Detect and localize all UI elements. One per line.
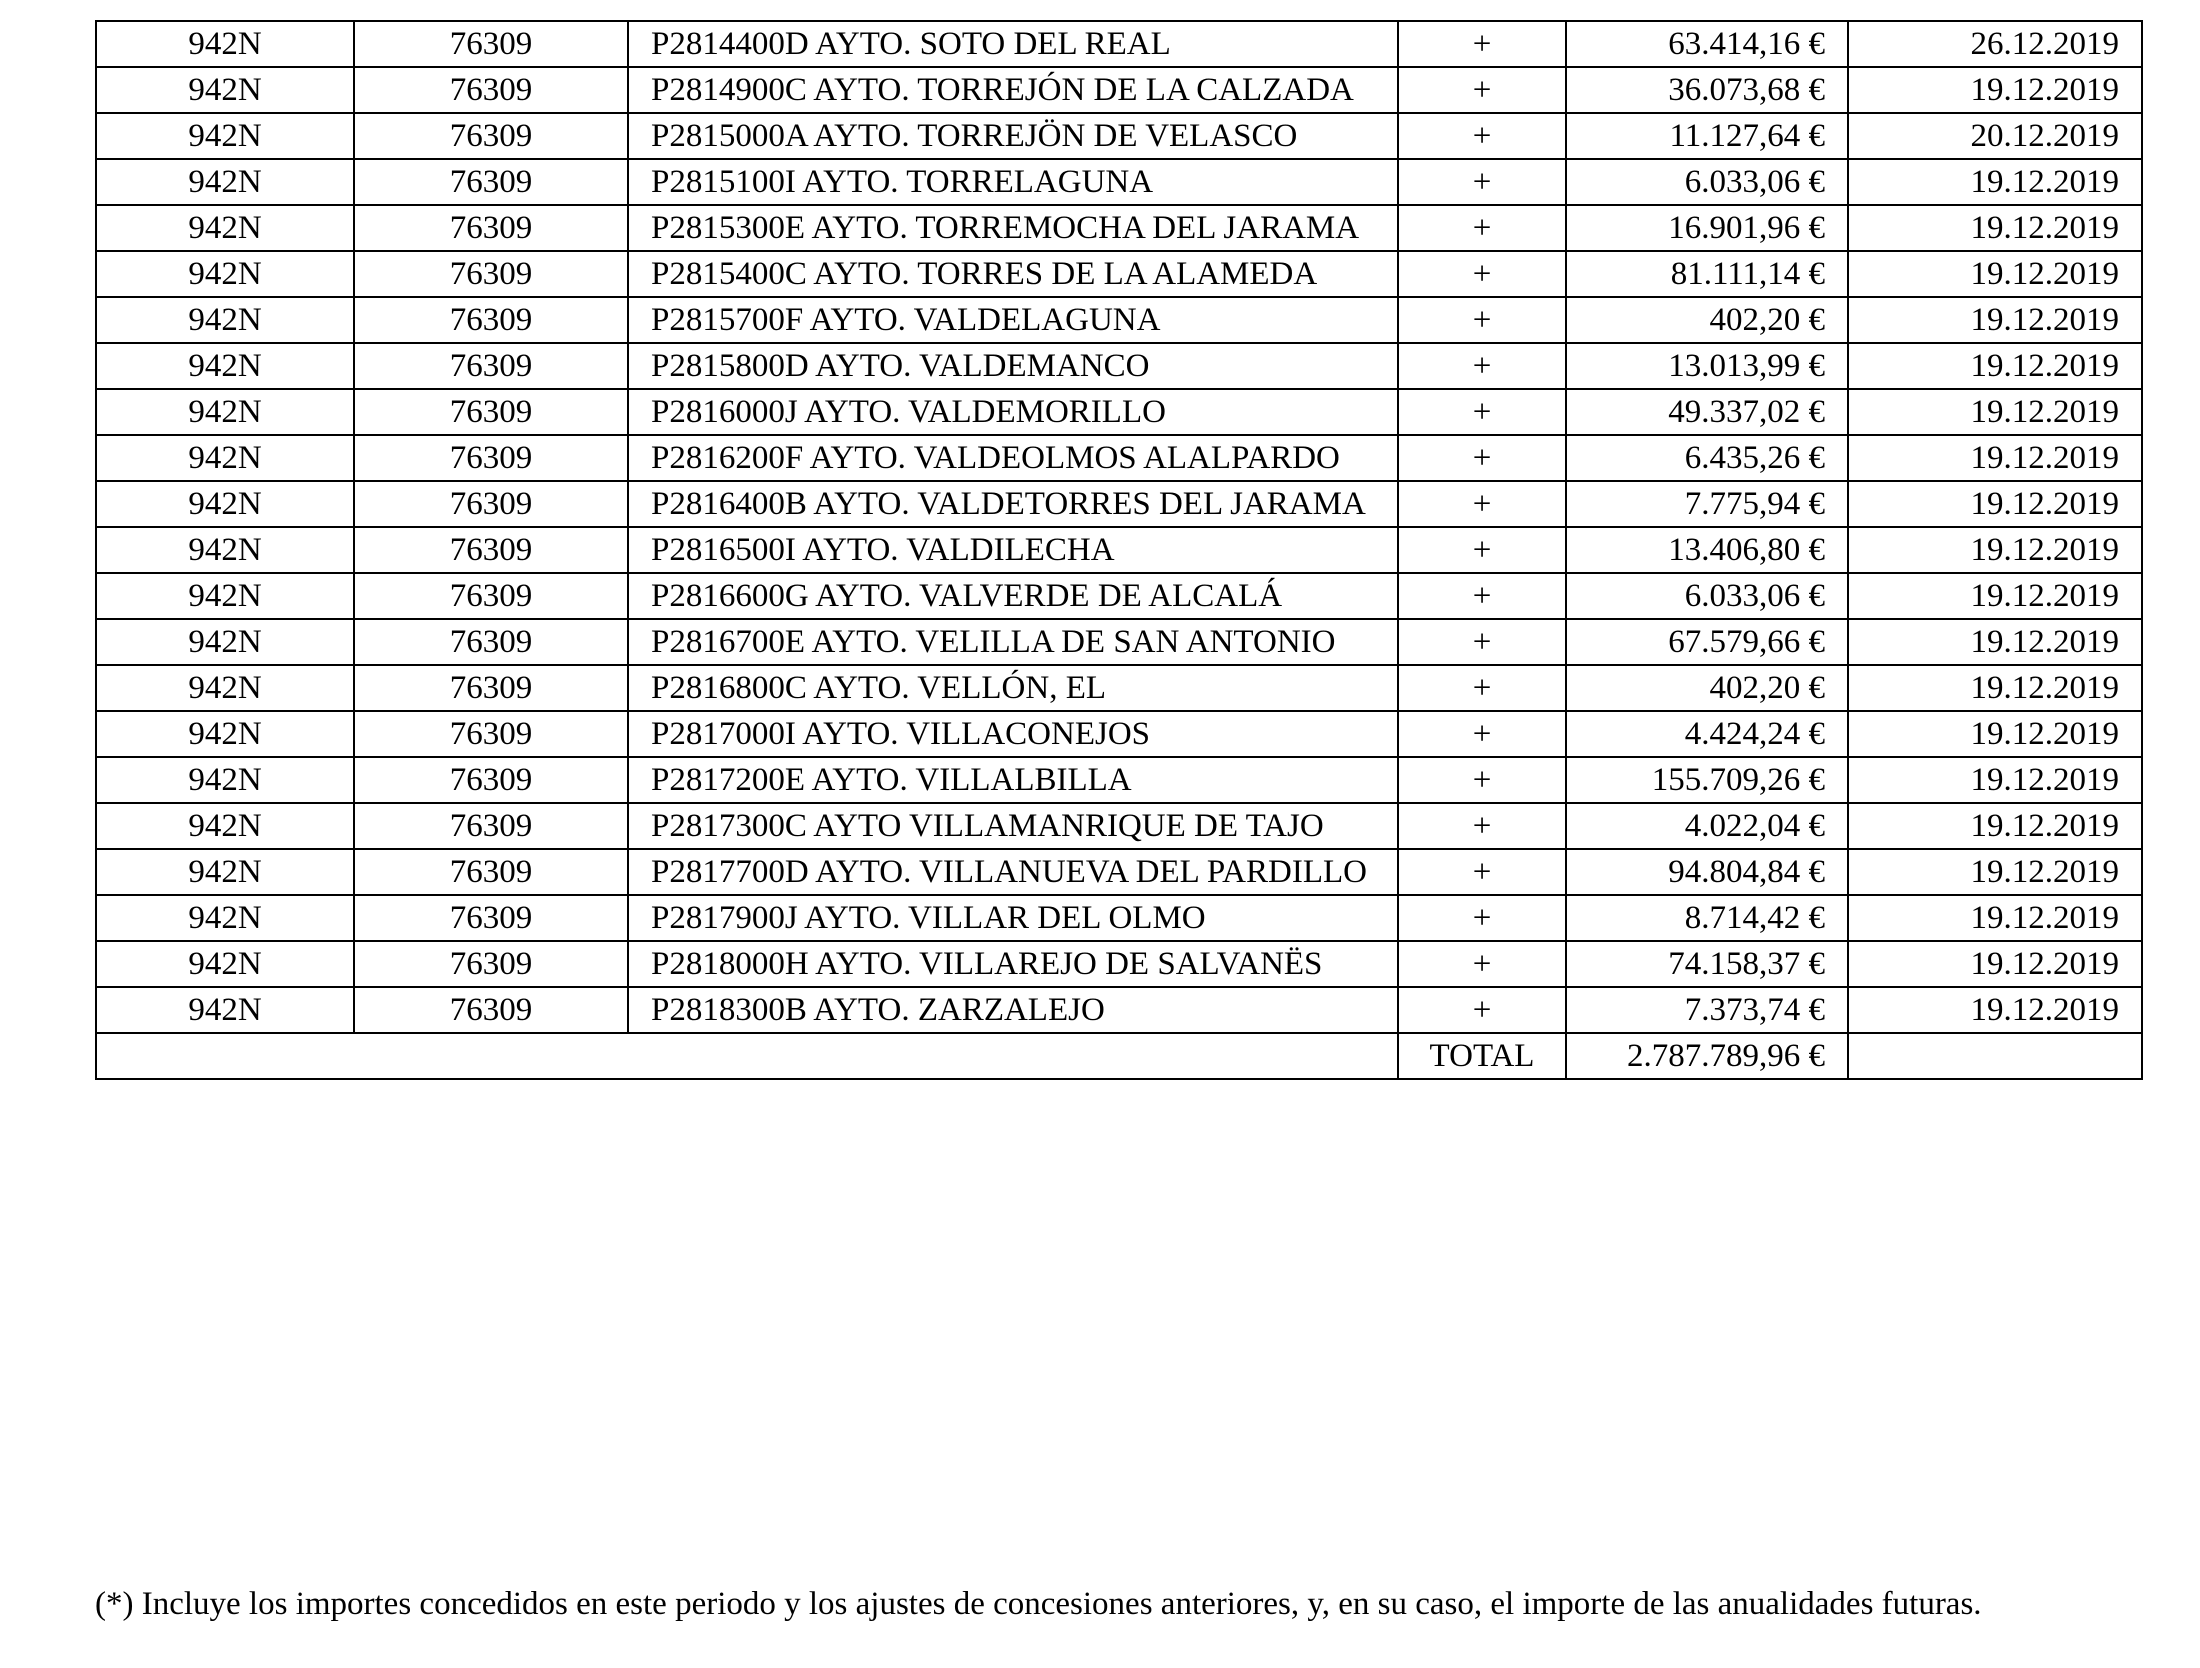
- economic-code-cell: 76309: [354, 67, 628, 113]
- date-cell: 19.12.2019: [1848, 343, 2142, 389]
- amount-cell: 36.073,68 €: [1566, 67, 1848, 113]
- amount-cell: 7.373,74 €: [1566, 987, 1848, 1033]
- economic-code-cell: 76309: [354, 205, 628, 251]
- date-cell: 19.12.2019: [1848, 941, 2142, 987]
- economic-code-cell: 76309: [354, 665, 628, 711]
- table-row: [96, 711, 2142, 757]
- economic-code-cell: 76309: [354, 435, 628, 481]
- economic-code-cell: 76309: [354, 527, 628, 573]
- beneficiary-cell: P2815700F AYTO. VALDELAGUNA: [628, 297, 1398, 343]
- amount-cell: 63.414,16 €: [1566, 21, 1848, 67]
- amount-cell: 7.775,94 €: [1566, 481, 1848, 527]
- sign-cell: +: [1398, 435, 1566, 481]
- table-row: [96, 343, 2142, 389]
- program-cell: 942N: [96, 619, 354, 665]
- sign-cell: +: [1398, 481, 1566, 527]
- date-cell: 19.12.2019: [1848, 619, 2142, 665]
- date-cell: 19.12.2019: [1848, 665, 2142, 711]
- beneficiary-cell: P2816600G AYTO. VALVERDE DE ALCALÁ: [628, 573, 1398, 619]
- amount-cell: 4.022,04 €: [1566, 803, 1848, 849]
- economic-code-cell: 76309: [354, 757, 628, 803]
- program-cell: 942N: [96, 205, 354, 251]
- grants-table: [95, 20, 2143, 1080]
- sign-cell: +: [1398, 21, 1566, 67]
- table-row: [96, 389, 2142, 435]
- economic-code-cell: 76309: [354, 343, 628, 389]
- sign-cell: +: [1398, 711, 1566, 757]
- table-row: [96, 573, 2142, 619]
- beneficiary-cell: P2816700E AYTO. VELILLA DE SAN ANTONIO: [628, 619, 1398, 665]
- beneficiary-cell: P2817000I AYTO. VILLACONEJOS: [628, 711, 1398, 757]
- program-cell: 942N: [96, 803, 354, 849]
- economic-code-cell: 76309: [354, 849, 628, 895]
- table-row: [96, 251, 2142, 297]
- amount-cell: 49.337,02 €: [1566, 389, 1848, 435]
- economic-code-cell: 76309: [354, 803, 628, 849]
- sign-cell: +: [1398, 757, 1566, 803]
- sign-cell: +: [1398, 297, 1566, 343]
- economic-code-cell: 76309: [354, 619, 628, 665]
- sign-cell: +: [1398, 113, 1566, 159]
- sign-cell: +: [1398, 573, 1566, 619]
- program-cell: 942N: [96, 113, 354, 159]
- date-cell: 19.12.2019: [1848, 297, 2142, 343]
- date-cell: 19.12.2019: [1848, 435, 2142, 481]
- date-cell: 19.12.2019: [1848, 481, 2142, 527]
- date-cell: 19.12.2019: [1848, 573, 2142, 619]
- date-cell: 19.12.2019: [1848, 803, 2142, 849]
- sign-cell: +: [1398, 389, 1566, 435]
- economic-code-cell: 76309: [354, 297, 628, 343]
- total-blank-cell: [96, 1033, 1398, 1079]
- date-cell: 19.12.2019: [1848, 527, 2142, 573]
- amount-cell: 67.579,66 €: [1566, 619, 1848, 665]
- beneficiary-cell: P2816200F AYTO. VALDEOLMOS ALALPARDO: [628, 435, 1398, 481]
- table-row: [96, 205, 2142, 251]
- table-row: [96, 849, 2142, 895]
- program-cell: 942N: [96, 297, 354, 343]
- date-cell: 19.12.2019: [1848, 389, 2142, 435]
- program-cell: 942N: [96, 435, 354, 481]
- amount-cell: 6.435,26 €: [1566, 435, 1848, 481]
- date-cell: 19.12.2019: [1848, 757, 2142, 803]
- economic-code-cell: 76309: [354, 573, 628, 619]
- economic-code-cell: 76309: [354, 389, 628, 435]
- program-cell: 942N: [96, 757, 354, 803]
- sign-cell: +: [1398, 987, 1566, 1033]
- economic-code-cell: 76309: [354, 895, 628, 941]
- program-cell: 942N: [96, 481, 354, 527]
- sign-cell: +: [1398, 527, 1566, 573]
- table-row: [96, 297, 2142, 343]
- sign-cell: +: [1398, 803, 1566, 849]
- program-cell: 942N: [96, 251, 354, 297]
- amount-cell: 6.033,06 €: [1566, 159, 1848, 205]
- amount-cell: 11.127,64 €: [1566, 113, 1848, 159]
- beneficiary-cell: P2815000A AYTO. TORREJÖN DE VELASCO: [628, 113, 1398, 159]
- table-row: [96, 803, 2142, 849]
- amount-cell: 81.111,14 €: [1566, 251, 1848, 297]
- economic-code-cell: 76309: [354, 251, 628, 297]
- table-row: [96, 159, 2142, 205]
- table-row: [96, 21, 2142, 67]
- program-cell: 942N: [96, 389, 354, 435]
- beneficiary-cell: P2814400D AYTO. SOTO DEL REAL: [628, 21, 1398, 67]
- program-cell: 942N: [96, 343, 354, 389]
- table-row: [96, 757, 2142, 803]
- date-cell: 19.12.2019: [1848, 251, 2142, 297]
- sign-cell: +: [1398, 895, 1566, 941]
- sign-cell: +: [1398, 941, 1566, 987]
- total-amount: 2.787.789,96 €: [1566, 1033, 1848, 1079]
- sign-cell: +: [1398, 159, 1566, 205]
- sign-cell: +: [1398, 205, 1566, 251]
- amount-cell: 13.013,99 €: [1566, 343, 1848, 389]
- table-row: [96, 619, 2142, 665]
- date-cell: 19.12.2019: [1848, 711, 2142, 757]
- date-cell: 19.12.2019: [1848, 987, 2142, 1033]
- beneficiary-cell: P2815300E AYTO. TORREMOCHA DEL JARAMA: [628, 205, 1398, 251]
- program-cell: 942N: [96, 895, 354, 941]
- amount-cell: 94.804,84 €: [1566, 849, 1848, 895]
- sign-cell: +: [1398, 67, 1566, 113]
- sign-cell: +: [1398, 251, 1566, 297]
- date-cell: 19.12.2019: [1848, 67, 2142, 113]
- program-cell: 942N: [96, 67, 354, 113]
- amount-cell: 16.901,96 €: [1566, 205, 1848, 251]
- beneficiary-cell: P2817300C AYTO VILLAMANRIQUE DE TAJO: [628, 803, 1398, 849]
- program-cell: 942N: [96, 941, 354, 987]
- sign-cell: +: [1398, 849, 1566, 895]
- beneficiary-cell: P2815800D AYTO. VALDEMANCO: [628, 343, 1398, 389]
- date-cell: 19.12.2019: [1848, 205, 2142, 251]
- table-row: [96, 435, 2142, 481]
- program-cell: 942N: [96, 711, 354, 757]
- table-row: [96, 527, 2142, 573]
- date-cell: 19.12.2019: [1848, 159, 2142, 205]
- economic-code-cell: 76309: [354, 481, 628, 527]
- beneficiary-cell: P2817700D AYTO. VILLANUEVA DEL PARDILLO: [628, 849, 1398, 895]
- program-cell: 942N: [96, 21, 354, 67]
- beneficiary-cell: P2816800C AYTO. VELLÓN, EL: [628, 665, 1398, 711]
- table-row: [96, 481, 2142, 527]
- amount-cell: 74.158,37 €: [1566, 941, 1848, 987]
- amount-cell: 6.033,06 €: [1566, 573, 1848, 619]
- amount-cell: 8.714,42 €: [1566, 895, 1848, 941]
- economic-code-cell: 76309: [354, 987, 628, 1033]
- beneficiary-cell: P2817200E AYTO. VILLALBILLA: [628, 757, 1398, 803]
- program-cell: 942N: [96, 159, 354, 205]
- table-row: [96, 113, 2142, 159]
- beneficiary-cell: P2818000H AYTO. VILLAREJO DE SALVANËS: [628, 941, 1398, 987]
- amount-cell: 155.709,26 €: [1566, 757, 1848, 803]
- sign-cell: +: [1398, 665, 1566, 711]
- date-cell: 20.12.2019: [1848, 113, 2142, 159]
- amount-cell: 402,20 €: [1566, 665, 1848, 711]
- beneficiary-cell: P2816500I AYTO. VALDILECHA: [628, 527, 1398, 573]
- sign-cell: +: [1398, 619, 1566, 665]
- beneficiary-cell: P2817900J AYTO. VILLAR DEL OLMO: [628, 895, 1398, 941]
- program-cell: 942N: [96, 987, 354, 1033]
- total-row: [96, 1033, 2142, 1079]
- grants-table-body: [96, 21, 2142, 1033]
- beneficiary-cell: P2814900C AYTO. TORREJÓN DE LA CALZADA: [628, 67, 1398, 113]
- economic-code-cell: 76309: [354, 113, 628, 159]
- sign-cell: +: [1398, 343, 1566, 389]
- table-row: [96, 987, 2142, 1033]
- program-cell: 942N: [96, 573, 354, 619]
- total-date-blank-cell: [1848, 1033, 2142, 1079]
- economic-code-cell: 76309: [354, 941, 628, 987]
- table-row: [96, 665, 2142, 711]
- program-cell: 942N: [96, 665, 354, 711]
- beneficiary-cell: P2815400C AYTO. TORRES DE LA ALAMEDA: [628, 251, 1398, 297]
- table-row: [96, 67, 2142, 113]
- beneficiary-cell: P2818300B AYTO. ZARZALEJO: [628, 987, 1398, 1033]
- economic-code-cell: 76309: [354, 21, 628, 67]
- table-row: [96, 895, 2142, 941]
- table-row: [96, 941, 2142, 987]
- economic-code-cell: 76309: [354, 159, 628, 205]
- beneficiary-cell: P2815100I AYTO. TORRELAGUNA: [628, 159, 1398, 205]
- date-cell: 26.12.2019: [1848, 21, 2142, 67]
- total-label: TOTAL: [1398, 1033, 1566, 1079]
- economic-code-cell: 76309: [354, 711, 628, 757]
- date-cell: 19.12.2019: [1848, 849, 2142, 895]
- beneficiary-cell: P2816000J AYTO. VALDEMORILLO: [628, 389, 1398, 435]
- amount-cell: 4.424,24 €: [1566, 711, 1848, 757]
- beneficiary-cell: P2816400B AYTO. VALDETORRES DEL JARAMA: [628, 481, 1398, 527]
- amount-cell: 13.406,80 €: [1566, 527, 1848, 573]
- footnote: (*) Incluye los importes concedidos en este periodo y los ajustes de concesiones anteriores, y, en su caso, el importe de las anualidades futuras.: [95, 1586, 1982, 1622]
- amount-cell: 402,20 €: [1566, 297, 1848, 343]
- program-cell: 942N: [96, 527, 354, 573]
- program-cell: 942N: [96, 849, 354, 895]
- date-cell: 19.12.2019: [1848, 895, 2142, 941]
